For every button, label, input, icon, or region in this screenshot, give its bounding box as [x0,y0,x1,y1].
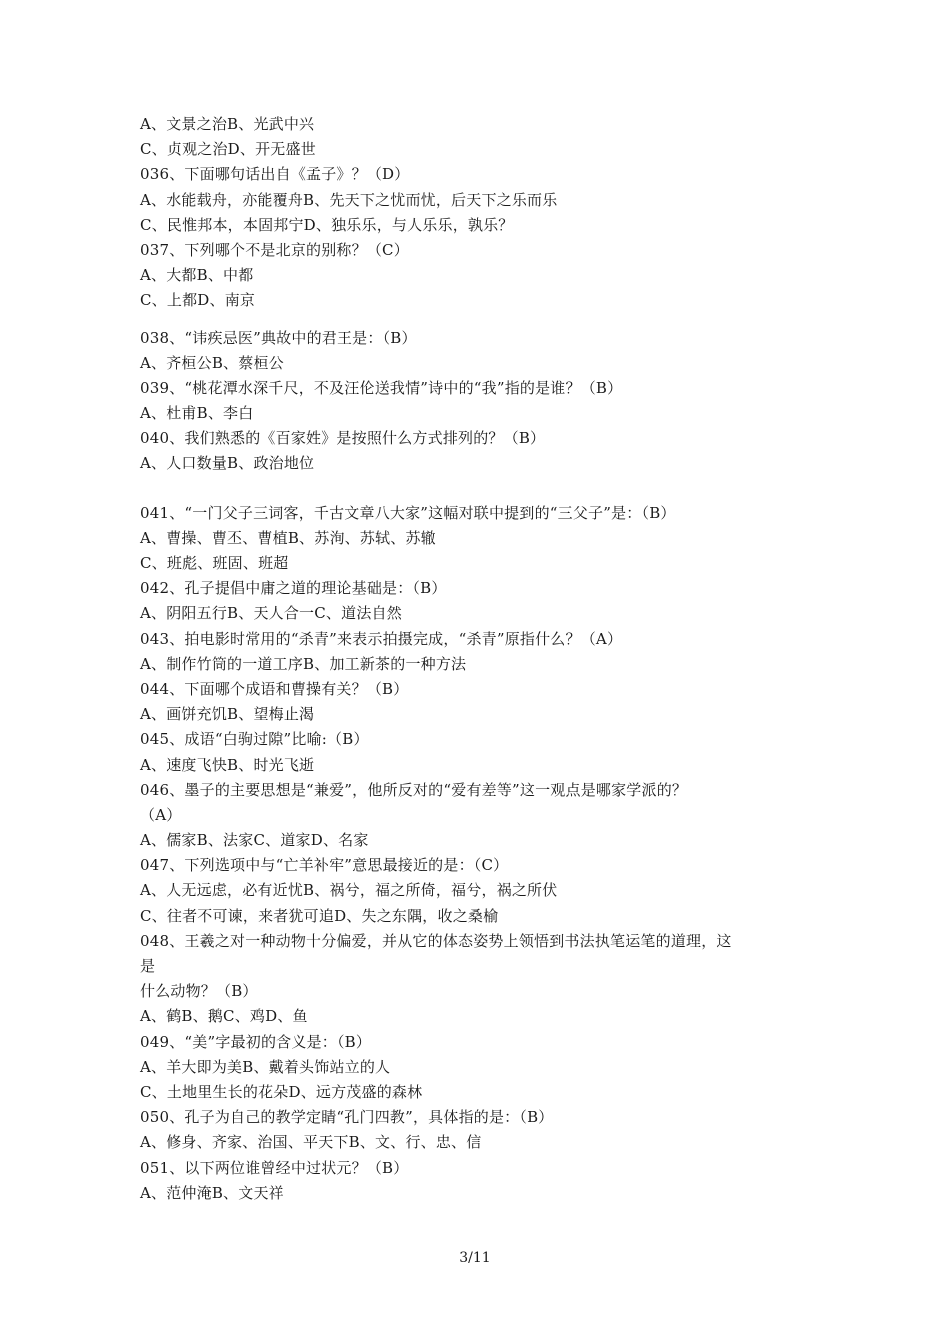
text-line: A、杜甫B、李白 [140,404,254,423]
text-line: A、范仲淹B、文天祥 [140,1183,284,1202]
text-line: 040、我们熟悉的《百家姓》是按照什么方式排列的？（B） [140,429,546,448]
text-line: 036、下面哪句话出自《孟子》？（D） [140,165,410,184]
text-line: A、水能载舟，亦能覆舟B、先天下之忧而忧，后天下之乐而乐 [140,190,558,209]
text-line: A、制作竹筒的一道工序B、加工新茶的一种方法 [140,654,467,673]
text-line: A、画饼充饥B、望梅止渴 [140,705,315,724]
text-line: C、上都D、南京 [140,291,256,310]
text-line: A、齐桓公B、蔡桓公 [140,353,284,372]
text-line: 037、下列哪个不是北京的别称？（C） [140,240,409,259]
text-line: 什么动物？（B） [140,982,258,1001]
text-line: 048、王羲之对一种动物十分偏爱，并从它的体态姿势上领悟到书法执笔运笔的道理，这 [140,931,732,950]
document-body [140,112,830,1206]
text-line: 042、孔子提倡中庸之道的理论基础是：（B） [140,579,447,598]
text-line: C、贞观之治D、开无盛世 [140,140,316,159]
text-line: A、人无远虑，必有近忧B、祸兮，福之所倚，福兮，祸之所伏 [140,881,558,900]
text-line: 038、“讳疾忌医”典故中的君王是：（B） [140,328,417,347]
text-line: （A） [140,805,182,824]
text-line: C、往者不可谏，来者犹可追D、失之东隅，收之桑榆 [140,906,499,925]
text-line: 047、下列选项中与“亡羊补牢”意思最接近的是：（C） [140,856,509,875]
page-number: 3/11 [459,1250,491,1266]
text-line: A、大都B、中都 [140,266,254,285]
text-line: A、人口数量B、政治地位 [140,454,315,473]
text-line: A、羊大即为美B、戴着头饰站立的人 [140,1057,391,1076]
text-line: A、文景之治B、光武中兴 [140,115,315,133]
text-line: 041、“一门父子三词客，千古文章八大家”这幅对联中提到的“三父子”是：（B） [140,503,676,522]
text-line: A、鹤B、鹅C、鸡D、鱼 [140,1007,308,1026]
text-line: 043、拍电影时常用的“杀青”来表示拍摄完成，“杀青”原指什么？（A） [140,629,623,648]
paragraph-gap [140,314,830,326]
text-line: 051、以下两位谁曾经中过状元？（B） [140,1158,409,1177]
text-line: 050、孔子为自己的教学定睛“孔门四教”，具体指的是：（B） [140,1108,554,1127]
text-line: 是 [140,957,156,975]
text-line: A、速度飞快B、时光飞逝 [140,755,315,774]
paragraph-gap [140,477,830,501]
text-line: A、曹操、曹丕、曹植B、苏洵、苏轼、苏辙 [140,528,436,547]
text-line: A、阴阳五行B、天人合一C、道法自然 [140,604,402,623]
text-line: A、儒家B、法家C、道家D、名家 [140,831,369,850]
text-line: A、修身、齐家、治国、平天下B、文、行、忠、信 [140,1133,482,1152]
text-line: 045、成语“白驹过隙”比喻:（B） [140,730,369,749]
text-line: 039、“桃花潭水深千尺，不及汪伦送我情”诗中的“我”指的是谁？（B） [140,378,623,397]
text-line: C、班彪、班固、班超 [140,554,289,572]
text-line: 044、下面哪个成语和曹操有关？（B） [140,679,409,698]
text-line: 049、“美”字最初的含义是：（B） [140,1032,372,1051]
text-line: C、土地里生长的花朵D、远方茂盛的森林 [140,1082,423,1101]
text-line: C、民惟邦本，本固邦宁D、独乐乐，与人乐乐，孰乐？ [140,215,514,234]
text-line: 046、墨子的主要思想是“兼爱”，他所反对的“爱有差等”这一观点是哪家学派的？ [140,780,688,799]
